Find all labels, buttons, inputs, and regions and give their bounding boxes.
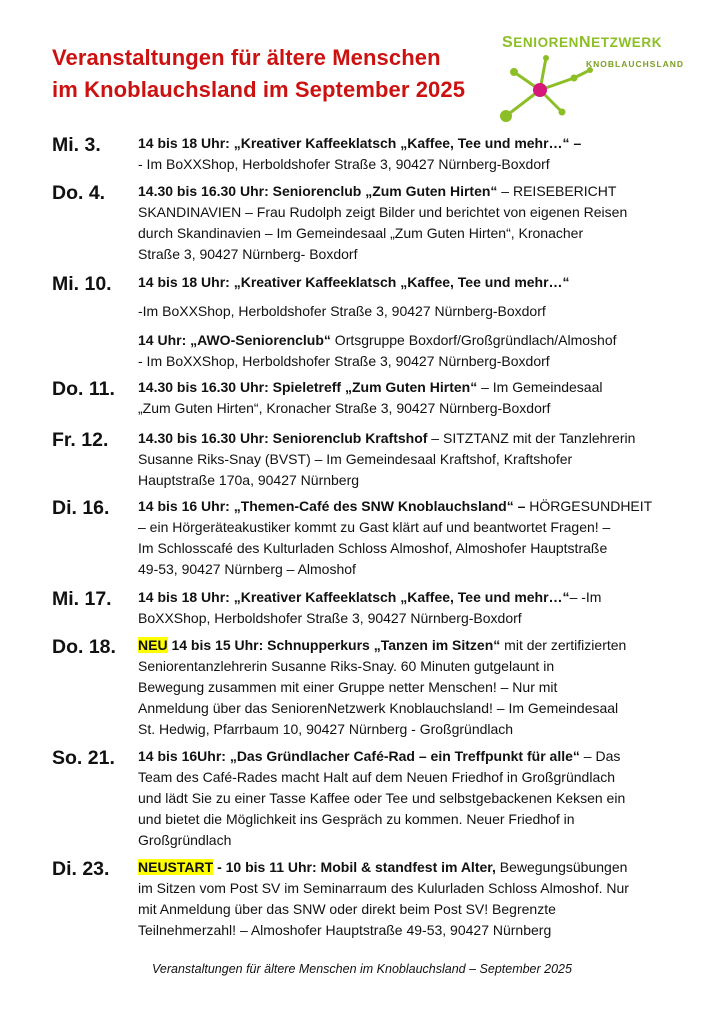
logo-letter-n: N [579, 34, 592, 51]
event-line-text: Ortsgruppe Boxdorf/Großgründlach/Almoshof [330, 332, 617, 348]
event-line-bold: 14.30 bis 16.30 Uhr: Spieletreff „Zum Guten Hirten“ [138, 379, 478, 395]
event-line [138, 809, 686, 830]
title-line-1: Veranstaltungen für ältere Menschen [52, 45, 441, 70]
event-line-text: Susanne Riks-Snay (BVST) – Im Gemeindesaal Kraftshof, Kraftshofer [138, 451, 573, 467]
event-line [138, 351, 686, 372]
event-day: Do. 18. [52, 636, 116, 658]
event-line [138, 830, 686, 851]
event-line-bold: 14.30 bis 16.30 Uhr: Seniorenclub Kraftshof [138, 430, 428, 446]
event-description [138, 133, 686, 175]
event-line-text: Großgründlach [138, 832, 232, 848]
event-line [138, 878, 686, 899]
event-line-text: mit der zertifizierten [500, 637, 627, 653]
event-line-text: Bewegungsübungen [495, 859, 628, 875]
event-line-text: – Im Gemeindesaal [477, 379, 603, 395]
event-line [138, 202, 686, 223]
event-line-text: – SITZTANZ mit der Tanzlehrerin [427, 430, 636, 446]
event-day: Mi. 10. [52, 273, 112, 295]
event-line-text: HÖRGESUNDHEIT [525, 498, 653, 514]
event-line-text: und bietet die Möglichkeit ins Gespräch zu kommen. Neuer Friedhof in [138, 811, 575, 827]
event-day: Do. 4. [52, 182, 106, 204]
page-title [52, 42, 465, 106]
page-footer: Veranstaltungen für ältere Menschen im Knoblauchsland – September 2025 [152, 962, 572, 976]
event-line-bold: 14 bis 18 Uhr: „Kreativer Kaffeeklatsch „Kaffee, Tee und mehr…“ – [138, 135, 582, 151]
event-line-text: Teilnehmerzahl! – Almoshofer Hauptstraße 49-53, 90427 Nürnberg [138, 922, 552, 938]
event-line-bold: 14 bis 16 Uhr: „Themen-Café des SNW Knoblauchsland“ – [138, 498, 526, 514]
event-line [138, 587, 686, 608]
event-line [138, 154, 686, 175]
event-day: Do. 11. [52, 378, 115, 400]
event-day: Fr. 12. [52, 429, 109, 451]
event-line-text: -Im BoXXShop, Herboldshofer Straße 3, 90427 Nürnberg-Boxdorf [138, 303, 546, 319]
event-line-text: Hauptstraße 170a, 90427 Nürnberg [138, 472, 360, 488]
event-line [138, 449, 686, 470]
event-line [138, 608, 686, 629]
event-line-bold: 14.30 bis 16.30 Uhr: Seniorenclub „Zum Guten Hirten“ [138, 183, 498, 199]
event-line [138, 857, 686, 878]
new-badge: NEU [138, 637, 168, 653]
event-day: Di. 16. [52, 497, 110, 519]
event-line [138, 272, 686, 293]
event-line [138, 517, 686, 538]
event-line-text: Anmeldung über das SeniorenNetzwerk Knoblauchsland! – Im Gemeindesaal [138, 700, 619, 716]
event-description [138, 496, 686, 580]
logo-wordmark [502, 34, 662, 52]
event-day: Mi. 17. [52, 588, 112, 610]
event-line [138, 377, 686, 398]
event-line-text: Bewegung zusammen mit einer Gruppe netter Menschen! – Nur mit [138, 679, 558, 695]
neustart-badge: NEUSTART [138, 859, 214, 875]
event-line-text: mit Anmeldung über das SNW oder direkt beim Post SV! Begrenzte [138, 901, 556, 917]
event-line-text: - Im BoXXShop, Herboldshofer Straße 3, 90427 Nürnberg-Boxdorf [138, 156, 550, 172]
event-line-bold: 14 bis 18 Uhr: „Kreativer Kaffeeklatsch „Kaffee, Tee und mehr…“ [138, 274, 570, 290]
event-line [138, 181, 686, 202]
event-line [138, 428, 686, 449]
event-description [138, 746, 686, 851]
event-line-text: 49-53, 90427 Nürnberg – Almoshof [138, 561, 356, 577]
event-description [138, 857, 686, 941]
event-line [138, 559, 686, 580]
event-description [138, 272, 686, 372]
event-description [138, 587, 686, 629]
event-description [138, 377, 686, 419]
event-line-text: Im Schlosscafé des Kulturladen Schloss Almoshof, Almoshofer Hauptstraße [138, 540, 608, 556]
event-line [138, 656, 686, 677]
event-line-text: - Im BoXXShop, Herboldshofer Straße 3, 90427 Nürnberg-Boxdorf [138, 353, 550, 369]
event-line [138, 538, 686, 559]
event-line [138, 788, 686, 809]
event-line-text: – Das [579, 748, 621, 764]
event-line-bold: 14 bis 18 Uhr: „Kreativer Kaffeeklatsch „Kaffee, Tee und mehr…“ [138, 589, 570, 605]
event-line-text: SKANDINAVIEN – Frau Rudolph zeigt Bilder und berichtet von eigenen Reisen [138, 204, 628, 220]
event-line [138, 635, 686, 656]
event-line-text: – ein Hörgeräteakustiker kommt zu Gast klärt auf und beantwortet Fragen! – [138, 519, 611, 535]
event-line [138, 398, 686, 419]
event-line [138, 767, 686, 788]
event-description [138, 635, 686, 740]
event-description [138, 428, 686, 491]
event-line-text: BoXXShop, Herboldshofer Straße 3, 90427 Nürnberg-Boxdorf [138, 610, 522, 626]
event-line [138, 496, 686, 517]
event-line-text: Team des Café-Rades macht Halt auf dem Neuen Friedhof in Großgründlach [138, 769, 616, 785]
event-line [138, 330, 686, 351]
event-line [138, 746, 686, 767]
event-line [138, 470, 686, 491]
event-line-text: und lädt Sie zu einer Tasse Kaffee oder Tee und selbstgebackenen Keksen ein [138, 790, 626, 806]
event-line [138, 244, 686, 265]
event-line-bold: 14 Uhr: „AWO-Seniorenclub“ [138, 332, 331, 348]
event-day: So. 21. [52, 747, 115, 769]
event-line-text: „Zum Guten Hirten“, Kronacher Straße 3, 90427 Nürnberg-Boxdorf [138, 400, 551, 416]
event-line [138, 677, 686, 698]
event-line-text: St. Hedwig, Pfarrbaum 10, 90427 Nürnberg - Großgründlach [138, 721, 514, 737]
event-line-text: im Sitzen vom Post SV im Seminarraum des Kulurladen Schloss Almoshof. Nur [138, 880, 629, 896]
logo-letter-s: S [502, 34, 514, 51]
event-day: Mi. 3. [52, 134, 101, 156]
event-line [138, 698, 686, 719]
event-line-text: Seniorentanzlehrerin Susanne Riks-Snay. 60 Minuten gutgelaunt in [138, 658, 555, 674]
event-line [138, 719, 686, 740]
event-line-text: Straße 3, 90427 Nürnberg- Boxdorf [138, 246, 358, 262]
event-line [138, 301, 686, 322]
seniorennetzwerk-logo [478, 28, 685, 124]
event-line-bold: - 10 bis 11 Uhr: Mobil & standfest im Alter, [213, 859, 496, 875]
event-line-bold: 14 bis 16Uhr: „Das Gründlacher Café-Rad – ein Treffpunkt für alle“ [138, 748, 580, 764]
event-line [138, 223, 686, 244]
title-line-2: im Knoblauchsland im September 2025 [52, 77, 466, 102]
event-line [138, 899, 686, 920]
event-line-text: – REISEBERICHT [497, 183, 617, 199]
logo-word-etzwerk: ETZWERK [591, 35, 663, 50]
event-line-bold: 14 bis 15 Uhr: Schnupperkurs „Tanzen im Sitzen“ [167, 637, 501, 653]
event-description [138, 181, 686, 265]
event-line-text: durch Skandinavien – Im Gemeindesaal „Zum Guten Hirten“, Kronacher [138, 225, 584, 241]
event-line-text: – -Im [569, 589, 602, 605]
event-day: Di. 23. [52, 858, 110, 880]
event-line [138, 920, 686, 941]
event-line [138, 133, 686, 154]
logo-subtitle: KNOBLAUCHSLAND [586, 59, 685, 69]
logo-word-enioren: ENIOREN [513, 35, 579, 50]
